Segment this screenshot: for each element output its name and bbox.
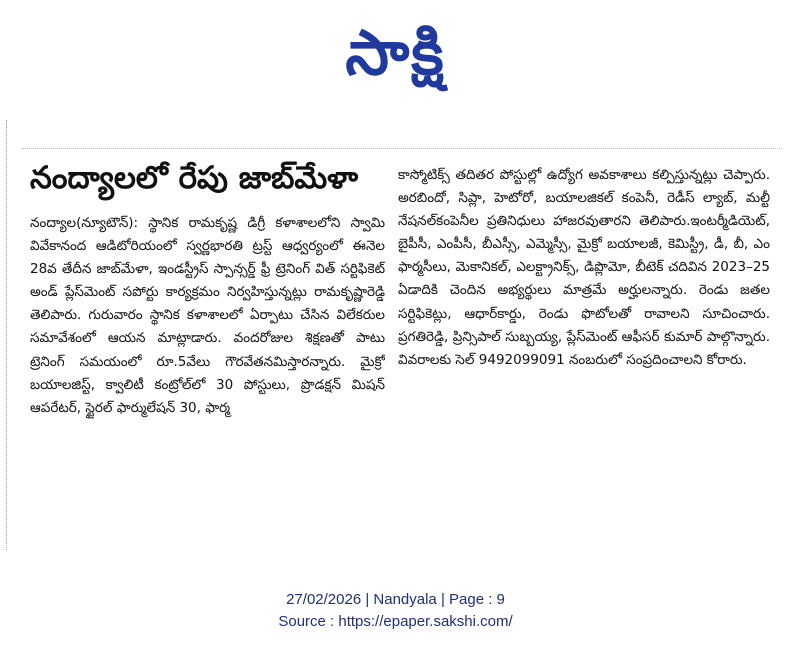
article-column-1: నంద్యాల(న్యూటౌన్): స్థానిక రామకృష్ణ డిగ్రీ కళాశాలలోని స్వామి వివేకానంద ఆడిటోరియంలో స్వర్ణభారతి ట్రస్ట్ ఆధ్వర్యంలో ఈనెల 28వ తేదీన జాబ్‌మేళా, ఇండస్ట్రీస్ స్పాన్సర్డ్ ఫ్రీ ట్రెనింగ్ విత్ సర్టిఫికెట్ అండ్ ప్లేస్‌మెంట్ సపోర్టు కార్యక్రమం నిర్వహిస్తున్నట్లు రామకృష్ణారెడ్డి తెలిపారు. గురువారం స్థానిక కళాశాలలో ఏర్పాటు చేసిన విలేకరుల సమావేశంలో ఆయన మాట్లాడారు. వందరోజుల శిక్షణతో పాటు ట్రెనింగ్ సమయంలో రూ.5వేలు గౌరవేతనమిస్తారన్నారు. మైక్రో బయాలజిస్ట్, క్వాలిటీ కంట్రోల్‌లో 30 పోస్టులు, ప్రొడక్షన్ మిషన్ ఆపరేటర్, స్టైరల్ ఫార్ములేషన్ 30, ఫార్మ [30,215,385,416]
article-headline: నంద్యాలలో రేపు జాబ్‌మేళా [30,160,359,196]
source-line: Source : https://epaper.sakshi.com/ [278,613,513,630]
top-rule-divider [22,148,782,149]
article-column-2: కాస్మోటిక్స్ తదితర పోస్టుల్లో ఉద్యోగ అవకాశాలు కల్పిస్తున్నట్లు చెప్పారు. అరబిందో, సిప్లా, హెటోరో, బయాలజికల్ కంపెనీ, రెడీస్ ల్యాబ్, మల్టీ నేషనల్‌కంపెనీల ప్రతినిధులు హాజరవుతారని తెలిపారు.ఇంటర్మీడియెట్, బైపీసీ, ఎంపీసీ, బీఎస్సీ, ఎమ్మెస్సీ, మైక్రో బయాలజీ, కెమిస్ట్రీ, డీ, బీ, ఎం ఫార్మసీలు, మెకానికల్, ఎలక్ట్రానిక్స్, డిప్లొమో, బీటెక్ చదివిన 2023–25 ఏడాదికి చెందిన అభ్యర్థులు మాత్రమే అర్హులన్నారు. రెండు జతల సర్టిఫికెట్లు, ఆధార్‌కార్డు, రెండు ఫొటోలతో రావాలని సూచించారు. ప్రగతిరెడ్డి, ప్రిన్సిపాల్ సుబ్బయ్య, ప్లేస్‌మెంట్ ఆఫీసర్ కుమార్ పాల్గొన్నారు. వివరాలకు సెల్ 9492099091 నంబరులో సంప్రదించాలని కోరారు. [398,167,770,368]
clipping-left-edge [6,120,7,550]
sakshi-logo: సాక్షి [345,16,446,89]
edition-dateline: 27/02/2026 | Nandyala | Page : 9 [286,591,505,608]
